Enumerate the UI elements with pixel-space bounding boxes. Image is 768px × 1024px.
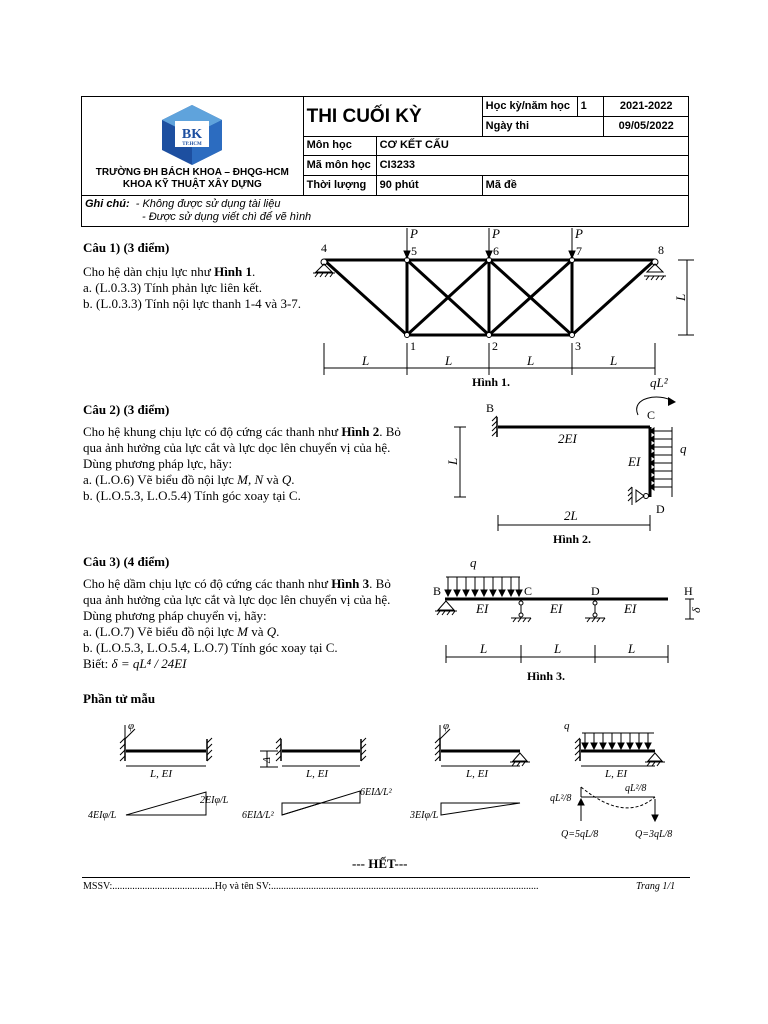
load-arrows-p bbox=[404, 228, 575, 258]
node-label: 8 bbox=[658, 243, 664, 257]
roller-support-d bbox=[585, 601, 605, 622]
sample-element-fixed-pinned-rotation bbox=[409, 720, 530, 821]
sample-elements-figure bbox=[80, 715, 700, 845]
subject-label: Môn học bbox=[303, 136, 376, 156]
svg-text:δ: δ bbox=[689, 607, 703, 613]
semester-label: Học kỳ/năm học bbox=[482, 97, 577, 117]
load-label-p: P bbox=[410, 226, 418, 241]
question-2-part-b: b. (L.O.5.3, L.O.5.4) Tính góc xoay tại C. bbox=[83, 488, 301, 503]
svg-text:TP.HCM: TP.HCM bbox=[182, 142, 202, 147]
svg-text:L: L bbox=[445, 353, 453, 368]
end-marker: --- HẾT--- bbox=[352, 856, 408, 871]
figure-1-caption: Hình 1. bbox=[472, 375, 511, 389]
sample-element-fixed-fixed-rotation bbox=[88, 720, 229, 821]
note-line-1: - Không được sử dụng tài liệu bbox=[135, 198, 281, 210]
sample-element-fixed-fixed-translation bbox=[242, 738, 393, 821]
question-2-title: Câu 2) (3 điểm) bbox=[83, 402, 170, 417]
sample-element-fixed-pinned-load bbox=[550, 720, 672, 840]
question-1-text bbox=[83, 240, 323, 312]
svg-text:B: B bbox=[486, 401, 495, 415]
svg-text:L: L bbox=[673, 293, 688, 301]
page-number: Trang 1/1 bbox=[636, 881, 676, 892]
student-info-line: MSSV:.........................................Họ và tên SV:........................................................................................................... bbox=[83, 881, 539, 892]
node-label: 2 bbox=[492, 339, 498, 353]
note-cell bbox=[82, 196, 689, 227]
question-3-part-a: a. (L.O.7) Vẽ biểu đồ nội lực M và Q. bbox=[83, 624, 280, 639]
bk-logo bbox=[157, 103, 227, 165]
note-line-2: - Được sử dụng viết chì để vẽ hình bbox=[142, 211, 312, 223]
question-1-intro: Cho hệ dàn chịu lực như Hình 1. bbox=[83, 264, 256, 279]
svg-text:qL²/8: qL²/8 bbox=[625, 783, 647, 794]
svg-text:2L: 2L bbox=[564, 508, 578, 523]
svg-text:q: q bbox=[470, 555, 477, 570]
svg-text:6EIΔ/L²: 6EIΔ/L² bbox=[242, 810, 274, 821]
node-label: 6 bbox=[493, 244, 499, 258]
question-1-part-a: a. (L.0.3.3) Tính phản lực liên kết. bbox=[83, 280, 263, 295]
load-label-p: P bbox=[575, 226, 583, 241]
svg-text:Q=3qL/8: Q=3qL/8 bbox=[635, 829, 673, 840]
figure-2-caption: Hình 2. bbox=[553, 532, 592, 546]
distributed-load-q bbox=[650, 427, 672, 497]
fixed-support-b bbox=[492, 416, 497, 437]
date-label: Ngày thi bbox=[482, 116, 604, 136]
svg-text:L: L bbox=[445, 457, 460, 465]
node-label: 4 bbox=[321, 241, 327, 255]
figure-3-beam bbox=[430, 555, 705, 670]
question-3-text bbox=[83, 554, 448, 672]
svg-text:BK: BK bbox=[182, 127, 203, 142]
figure-1-truss bbox=[300, 225, 700, 390]
course-code-value: CI3233 bbox=[376, 156, 688, 176]
school-name: TRƯỜNG ĐH BÁCH KHOA – ĐHQG-HCM bbox=[95, 167, 289, 178]
question-2-part-a: a. (L.O.6) Vẽ biểu đồ nội lực M, N và Q. bbox=[83, 472, 295, 487]
question-3-line-1: Cho hệ dầm chịu lực có độ cứng các thanh như Hình 3. Bỏ bbox=[83, 576, 391, 591]
course-code-label: Mã môn học bbox=[303, 156, 376, 176]
footer-divider bbox=[82, 877, 690, 878]
svg-text:L: L bbox=[480, 641, 488, 656]
question-3-title: Câu 3) (4 điểm) bbox=[83, 554, 170, 569]
truss-members bbox=[324, 260, 655, 335]
question-2-line-1: Cho hệ khung chịu lực có độ cứng các thanh như Hình 2. Bỏ bbox=[83, 424, 401, 439]
faculty-name: KHOA KỸ THUẬT XÂY DỰNG bbox=[122, 179, 262, 190]
node-label: 3 bbox=[575, 339, 581, 353]
svg-text:D: D bbox=[656, 502, 665, 516]
node-label: 7 bbox=[576, 244, 582, 258]
svg-text:Δ: Δ bbox=[262, 757, 273, 763]
svg-text:B: B bbox=[433, 584, 442, 598]
svg-text:2EI: 2EI bbox=[558, 431, 577, 446]
note-label: Ghi chú: bbox=[85, 198, 130, 210]
svg-text:qL²: qL² bbox=[650, 375, 668, 390]
svg-text:q: q bbox=[564, 720, 570, 732]
year-value: 2021-2022 bbox=[604, 97, 689, 117]
svg-text:2EIφ/L: 2EIφ/L bbox=[200, 795, 229, 806]
svg-text:φ: φ bbox=[128, 720, 135, 732]
question-1-title: Câu 1) (3 điểm) bbox=[83, 240, 170, 255]
subject-value: CƠ KẾT CẤU bbox=[376, 136, 688, 156]
svg-text:qL²/8: qL²/8 bbox=[550, 793, 572, 804]
roller-support-c bbox=[511, 601, 531, 622]
svg-text:3EIφ/L: 3EIφ/L bbox=[410, 810, 439, 821]
sample-elements-title: Phần tử mẫu bbox=[83, 691, 156, 706]
svg-text:φ: φ bbox=[443, 720, 450, 732]
svg-text:L: L bbox=[527, 353, 535, 368]
question-2-line-3: Dùng phương pháp lực, hãy: bbox=[83, 456, 233, 471]
svg-text:Q=5qL/8: Q=5qL/8 bbox=[561, 829, 599, 840]
duration-value: 90 phút bbox=[376, 176, 482, 196]
exam-title: THI CUỐI KỲ bbox=[303, 97, 482, 137]
dimension-lines bbox=[454, 427, 650, 531]
node-label: 1 bbox=[410, 339, 416, 353]
node-label: 5 bbox=[411, 244, 417, 258]
svg-text:L, EI: L, EI bbox=[466, 768, 488, 780]
question-3-part-b: b. (L.O.5.3, L.O.5.4, L.O.7) Tính góc xoay tại C. bbox=[83, 640, 338, 655]
question-3-line-3: Dùng phương pháp chuyển vị, hãy: bbox=[83, 608, 267, 623]
question-2-text bbox=[83, 402, 448, 504]
question-3-given: Biết: δ = qL⁴ / 24EI bbox=[83, 656, 187, 671]
svg-text:L, EI: L, EI bbox=[306, 768, 328, 780]
svg-text:H: H bbox=[684, 584, 693, 598]
svg-text:L: L bbox=[554, 641, 562, 656]
svg-text:D: D bbox=[591, 584, 600, 598]
pin-support-d bbox=[628, 487, 649, 505]
svg-text:L: L bbox=[362, 353, 370, 368]
svg-text:q: q bbox=[680, 441, 687, 456]
question-3-line-2: qua ảnh hưởng của lực cắt và lực dọc lên chuyển vị của hệ. bbox=[83, 592, 391, 607]
svg-text:C: C bbox=[524, 584, 533, 598]
svg-text:EI: EI bbox=[628, 454, 641, 469]
figure-3-caption: Hình 3. bbox=[527, 669, 566, 683]
question-2-line-2: qua ảnh hưởng của lực cắt và lực dọc lên chuyển vị của hệ. bbox=[83, 440, 391, 455]
svg-text:C: C bbox=[647, 408, 656, 422]
semester-value: 1 bbox=[577, 97, 604, 117]
svg-text:6EIΔ/L²: 6EIΔ/L² bbox=[360, 787, 392, 798]
date-value: 09/05/2022 bbox=[604, 116, 689, 136]
duration-label: Thời lượng bbox=[303, 176, 376, 196]
svg-text:L: L bbox=[628, 641, 636, 656]
svg-text:EI: EI bbox=[624, 601, 637, 616]
load-label-p: P bbox=[492, 226, 500, 241]
svg-text:L, EI: L, EI bbox=[605, 768, 627, 780]
svg-text:L: L bbox=[610, 353, 618, 368]
exam-code-label: Mã đề bbox=[482, 176, 688, 196]
exam-header-table bbox=[81, 96, 689, 227]
question-1-part-b: b. (L.0.3.3) Tính nội lực thanh 1-4 và 3-7. bbox=[83, 296, 302, 311]
svg-text:EI: EI bbox=[550, 601, 563, 616]
figure-2-frame bbox=[440, 375, 700, 540]
svg-text:EI: EI bbox=[476, 601, 489, 616]
svg-text:L, EI: L, EI bbox=[150, 768, 172, 780]
school-cell bbox=[82, 97, 304, 196]
pin-support-b bbox=[435, 601, 457, 615]
roller-support-node-8 bbox=[644, 259, 666, 280]
svg-text:4EIφ/L: 4EIφ/L bbox=[88, 810, 117, 821]
distributed-load-q bbox=[445, 577, 522, 596]
